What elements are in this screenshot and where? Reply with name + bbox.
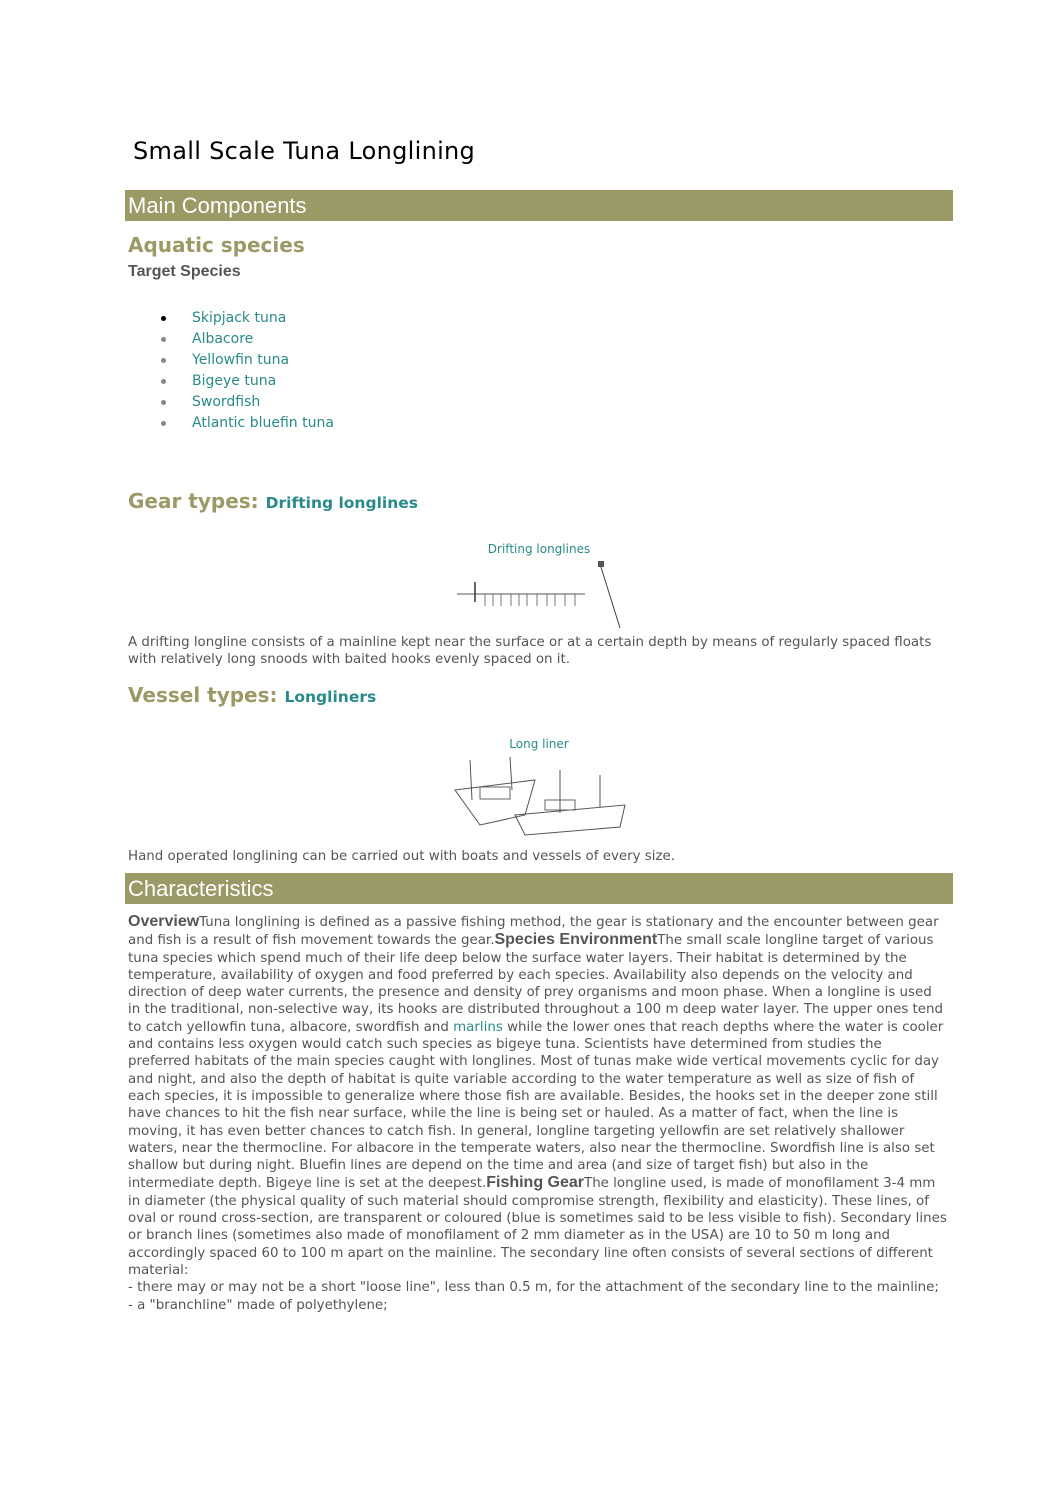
gear-types-label: Gear types:	[128, 489, 259, 513]
fishing-gear-text: The longline used, is made of monofilament 3-4 mm in diameter (the physical quality of such material should compromise strength, flexibility and elasticity). These lines, of oval or round cross-section, are transparent or coloured (blue is sometimes said to be less visible to fish). Secondary lines or branch lines (sometimes also made of monofilament of 2 mm diameter as in the USA) are 10 to 50 m long and accordingly spaced 60 to 100 m apart on the mainline. The secondary line often consists of several sections of different material:	[128, 1176, 947, 1278]
vessel-image-caption[interactable]: Long liner	[509, 737, 569, 751]
species-link[interactable]: Albacore	[128, 330, 334, 351]
species-link[interactable]: Atlantic bluefin tuna	[128, 414, 334, 435]
gear-bullet-1: - there may or may not be a short "loose line", less than 0.5 m, for the attachment of the secondary line to the mainline;	[128, 1280, 939, 1296]
fishing-gear-label: Fishing Gear	[486, 1174, 585, 1192]
vessel-type-link[interactable]: Longliners	[284, 688, 377, 706]
overview-label: Overview	[128, 913, 200, 930]
gear-image-caption[interactable]: Drifting longlines	[487, 542, 591, 556]
section-header-characteristics: Characteristics	[125, 873, 953, 904]
species-environment-label: Species Environment	[494, 931, 658, 949]
species-link[interactable]: Skipjack tuna	[128, 309, 334, 330]
longliner-vessel-illustration	[450, 755, 630, 840]
vessel-description: Hand operated longlining can be carried out with boats and vessels of every size.	[128, 849, 676, 864]
species-link[interactable]: Yellowfin tuna	[128, 351, 334, 372]
environment-text-cont: while the lower ones that reach depths where the water is cooler and contains less oxygen would catch such species as bigeye tuna. Scientists have determined from studies the preferred habitats of the main species caught with longlines. Most of tunas make wide vertical movements cyclic for day and night, and also the depth of habitat is quite variable according to the water temperature as well as size of fish of each species, it is impossible to generalize where those fish are available. Besides, the hooks set in the deeper zone still have chances to hit the fish near surface, while the line is being set or hauled. As a matter of fact, when the line is moving, it has even better chances to catch fish. In general, longline targeting yellowfin are set relatively shallower waters, near the thermocline. For albacore in the temperate waters, also near the thermocline. Swordfish line is also set shallow but during night. Bluefin lines are depend on the time and area (and size of target fish) but also in the intermediate depth. Bigeye line is set at the deepest.	[128, 1019, 944, 1192]
environment-text: The small scale longline target of various tuna species which spend much of their life deep below the surface water layers. Their habitat is determined by the temperature, availability of oxygen and food preferred by each species. Availability also depends on the velocity and direction of deep water currents, the presence and density of prey organisms and moon phase. When a longline is used in the traditional, non-selective way, its hooks are distributed throughout a 100 m deep water layer. The upper ones tend to catch yellowfin tuna, albacore, swordfish and	[128, 933, 944, 1035]
gear-type-link[interactable]: Drifting longlines	[265, 494, 418, 512]
gear-types-heading	[128, 489, 418, 513]
overview-text: Tuna longlining is defined as a passive fishing method, the gear is stationary and the encounter between gear and fish is a result of fish movement towards the gear.	[128, 915, 939, 949]
marlins-link[interactable]: marlins	[453, 1019, 503, 1035]
characteristics-text	[128, 913, 948, 1314]
section-header-main-components: Main Components	[125, 190, 953, 221]
species-list	[128, 309, 334, 435]
gear-bullet-2: - a "branchline" made of polyethylene;	[128, 1297, 388, 1313]
species-link[interactable]: Swordfish	[128, 393, 334, 414]
aquatic-species-heading: Aquatic species	[128, 233, 305, 257]
vessel-types-heading	[128, 683, 376, 707]
target-species-label: Target Species	[128, 263, 241, 280]
vessel-types-label: Vessel types:	[128, 683, 278, 707]
drifting-longline-illustration	[455, 558, 630, 633]
page-title: Small Scale Tuna Longlining	[133, 137, 476, 165]
species-link[interactable]: Bigeye tuna	[128, 372, 334, 393]
gear-description: A drifting longline consists of a mainline kept near the surface or at a certain depth by means of regularly spaced floats with relatively long snoods with baited hooks evenly spaced on it.	[128, 635, 932, 668]
